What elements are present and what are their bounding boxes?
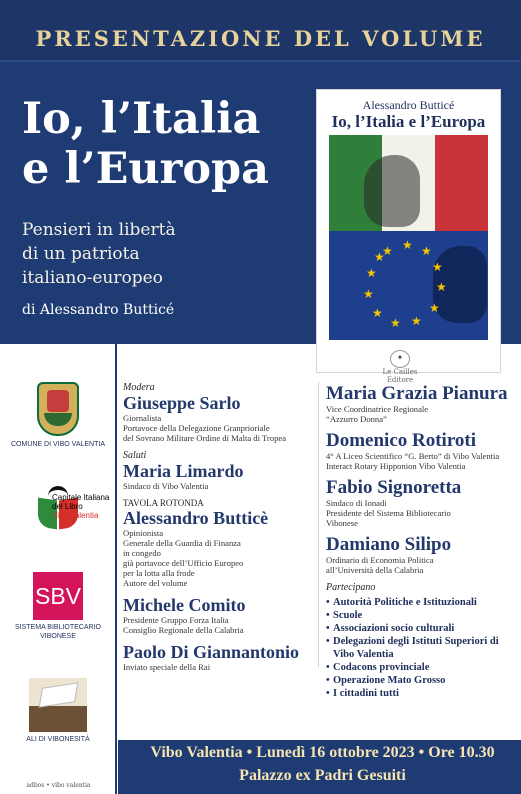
star-icon: ★ bbox=[436, 280, 447, 294]
participants-label: Partecipano bbox=[326, 582, 376, 593]
speaker-name: Fabio Signoretta bbox=[326, 477, 462, 498]
speaker-name: Michele Comito bbox=[123, 595, 246, 615]
modera-description: Giornalista Portavoce della Delegazione Granprioriale del Sovrano Militare Ordine di Malta di Tropea bbox=[123, 413, 287, 443]
saluti-name: Maria Limardo bbox=[123, 461, 244, 481]
modera-label: Modera bbox=[123, 382, 155, 393]
participants-list bbox=[326, 596, 516, 700]
saluti-label: Saluti bbox=[123, 450, 147, 461]
right-program-column bbox=[326, 384, 516, 707]
modera-name: Giuseppe Sarlo bbox=[123, 393, 241, 413]
vibo-valentia-label: COMUNE DI VIBO VALENTIA bbox=[11, 441, 105, 448]
publisher-logo-icon: ✦ bbox=[390, 350, 410, 368]
saluti-description: Sindaco di Vibo Valentia bbox=[123, 481, 209, 491]
star-icon: ★ bbox=[363, 287, 374, 301]
participant-item: • Scuole bbox=[326, 609, 516, 622]
tavola-rotonda-label: TAVOLA ROTONDA bbox=[123, 498, 204, 508]
speaker-description: Presidente Gruppo Forza Italia Consiglio Regionale della Calabria bbox=[123, 615, 244, 635]
star-icon: ★ bbox=[429, 301, 440, 315]
book-cover-author: Alessandro Butticé bbox=[362, 98, 455, 112]
sbv-line-2: VIBONESE bbox=[40, 633, 76, 640]
speaker-description: Inviato speciale della Rai bbox=[123, 662, 211, 672]
winged-book-icon bbox=[29, 678, 87, 732]
star-icon: ★ bbox=[390, 316, 401, 330]
speaker-description: Opinionista Generale della Guardia di Finanza in congedo già portavoce dell’Ufficio Europeo per la lotta alla frode Autore del volume bbox=[123, 528, 244, 588]
ali-vibonesita-label: ALI DI VIBONESITÀ bbox=[26, 736, 90, 743]
event-kicker: PRESENTAZIONE DEL VOLUME bbox=[35, 26, 486, 51]
participants-block bbox=[326, 582, 516, 700]
star-icon: ★ bbox=[411, 314, 422, 328]
event-place-line: Palazzo ex Padri Gesuiti bbox=[239, 767, 406, 784]
speaker-description: Vice Coordinatrice Regionale “Azzurro Donna” bbox=[326, 404, 429, 424]
italian-flag-red bbox=[435, 135, 488, 231]
author-line: di Alessandro Butticé bbox=[22, 302, 175, 318]
speaker-name: Paolo Di Giannantonio bbox=[123, 642, 300, 662]
main-title-line-1: Io, l’Italia bbox=[22, 94, 261, 144]
author-silhouette-icon bbox=[364, 155, 420, 227]
speaker-name: Alessandro Butticè bbox=[123, 508, 269, 528]
book-cover bbox=[317, 90, 500, 384]
star-icon: ★ bbox=[372, 306, 383, 320]
star-icon: ★ bbox=[374, 250, 385, 264]
speaker-description: Ordinario di Economia Politica all’Università della Calabria bbox=[326, 555, 434, 575]
event-date-line: Vibo Valentia • Lunedì 16 ottobre 2023 • Ore 10.30 bbox=[150, 744, 495, 761]
capitale-libro-text bbox=[52, 493, 116, 520]
book-cover-art bbox=[329, 135, 488, 340]
main-subtitle: Pensieri in libertà di un patriota italiano-europeo bbox=[22, 220, 176, 288]
main-title-line-2: e l’Europa bbox=[22, 144, 269, 194]
participant-item: • Associazioni socio culturali bbox=[326, 622, 516, 635]
vibo-valentia-logo bbox=[8, 382, 108, 449]
participant-item: • Codacons provinciale bbox=[326, 661, 516, 674]
footer-small-text: adbos • vibo valentia bbox=[26, 782, 91, 789]
star-icon: ★ bbox=[432, 260, 443, 274]
participant-item: • Operazione Mato Grosso bbox=[326, 674, 516, 687]
speaker-name: Damiano Silipo bbox=[326, 534, 452, 555]
capitale-libro-logo bbox=[8, 486, 108, 536]
speaker-name: Domenico Rotiroti bbox=[326, 430, 477, 451]
sponsor-column bbox=[0, 344, 115, 794]
participant-item: • Autorità Politiche e Istituzionali bbox=[326, 596, 516, 609]
sbv-logo bbox=[8, 572, 108, 641]
capitale-libro-line-2: del Libro bbox=[52, 502, 83, 511]
middle-program-column bbox=[123, 382, 313, 679]
speaker-description: 4° A Liceo Scientifico “G. Berto” di Vibo Valentia Interact Rotary Hipponion Vibo Valentia bbox=[326, 451, 500, 471]
star-icon: ★ bbox=[382, 244, 393, 258]
star-icon: ★ bbox=[402, 238, 413, 252]
star-icon: ★ bbox=[366, 266, 377, 280]
participant-item: • I cittadini tutti bbox=[326, 687, 516, 700]
coat-of-arms-icon bbox=[37, 382, 79, 436]
star-icon: ★ bbox=[421, 244, 432, 258]
column-divider bbox=[318, 382, 319, 667]
publisher-sub: Editore bbox=[386, 376, 414, 384]
book-cover-title: Io, l’Italia e l’Europa bbox=[331, 112, 486, 131]
ali-vibonesita-logo bbox=[8, 678, 108, 744]
sbv-line-1: SISTEMA BIBLIOTECARIO bbox=[15, 624, 101, 631]
capitale-libro-line-3: Vibo Valentia bbox=[52, 511, 99, 520]
capitale-libro-line-1: Capitale Italiana bbox=[52, 493, 110, 502]
participant-item: • Delegazioni degli Istituti Superiori di Vibo Valentia bbox=[326, 635, 516, 661]
speaker-description: Sindaco di Ionadi Presidente del Sistema Bibliotecario Vibonese bbox=[326, 498, 451, 528]
speaker-name: Maria Grazia Pianura bbox=[326, 383, 508, 404]
publisher-name: Le Cailles bbox=[382, 368, 418, 376]
left-divider bbox=[115, 344, 117, 794]
sbv-badge: SBV bbox=[33, 572, 83, 620]
book-publisher bbox=[380, 350, 420, 384]
